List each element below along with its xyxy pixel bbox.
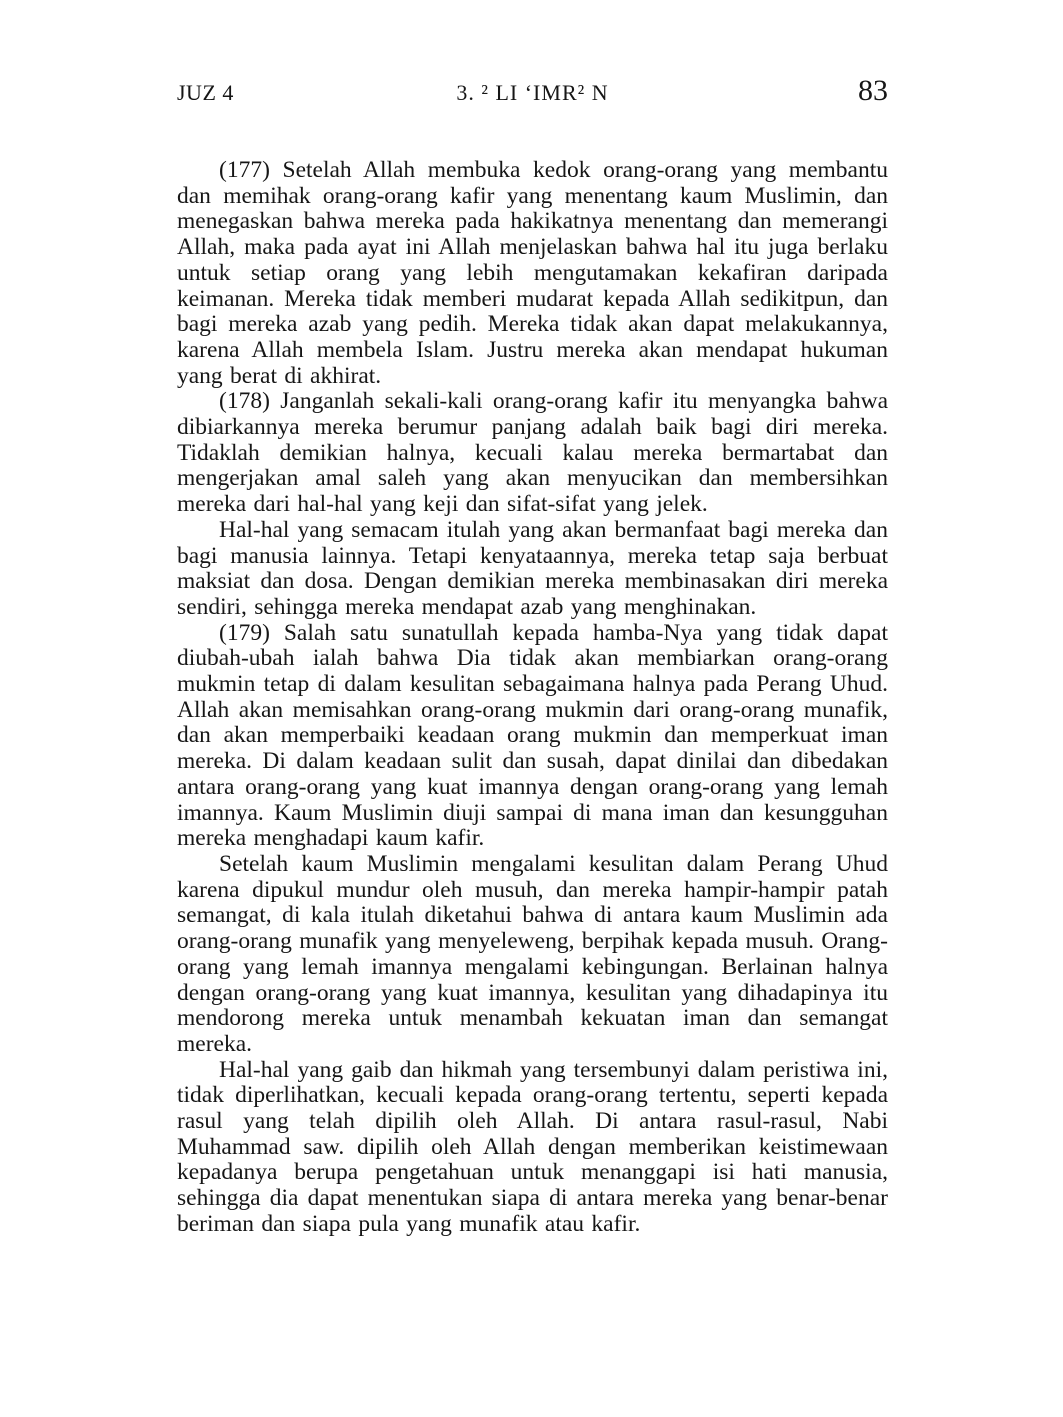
page-number: 83	[858, 74, 888, 107]
juz-label: JUZ 4	[177, 80, 234, 105]
surah-title: 3. ² LI ‘IMR² N	[456, 80, 609, 105]
paragraph-178-continued: Hal-hal yang semacam itulah yang akan bermanfaat bagi mereka dan bagi manusia lainnya. Tetapi kenyataannya, mereka tetap saja berbuat maksiat dan dosa. Dengan demikian mereka membinasakan diri mereka sendiri, sehingga mereka mendapat azab yang menghinakan.	[177, 516, 888, 620]
paragraph-179-closing: Hal-hal yang gaib dan hikmah yang tersembunyi dalam peristiwa ini, tidak diperlihatkan, kecuali kepada orang-orang tertentu, seperti kepada rasul yang telah dipilih oleh Allah. Di antara rasul-rasul, Nabi Muhammad saw. dipilih oleh Allah dengan memberikan keistimewaan kepadanya berupa pengetahuan untuk menanggapi isi hati manusia, sehingga dia dapat menentukan siapa di antara mereka yang benar-benar beriman dan siapa pula yang munafik atau kafir.	[177, 1056, 888, 1237]
paragraph-178: (178) Janganlah sekali-kali orang-orang kafir itu menyangka bahwa dibiarkannya mereka berumur panjang adalah baik bagi diri mereka. Tidaklah demikian halnya, kecuali kalau mereka bermartabat dan mengerjakan amal saleh yang akan menyucikan dan membersihkan mereka dari hal-hal yang keji dan sifat-sifat yang jelek.	[177, 388, 888, 518]
body-text	[177, 158, 888, 1238]
page-header	[177, 76, 888, 108]
paragraph-177: (177) Setelah Allah membuka kedok orang-orang yang membantu dan memihak orang-orang kafir yang menentang kaum Muslimin, dan menegaskan bahwa mereka pada hakikatnya menentang dan memerangi Allah, maka pada ayat ini Allah menjelaskan bahwa hal itu juga berlaku untuk setiap orang yang lebih mengutamakan kekafiran daripada keimanan. Mereka tidak memberi mudarat kepada Allah sedikitpun, dan bagi mereka azab yang pedih. Mereka tidak akan dapat melakukannya, karena Allah membela Islam. Justru mereka akan mendapat hukuman yang berat di akhirat.	[177, 157, 888, 389]
paragraph-179: (179) Salah satu sunatullah kepada hamba-Nya yang tidak dapat diubah-ubah ialah bahwa Dia tidak akan membiarkan orang-orang mukmin tetap di dalam kesulitan sebagaimana halnya pada Perang Uhud. Allah akan memisahkan orang-orang mukmin dari orang-orang munafik, dan akan memperbaiki keadaan orang mukmin dan memperkuat iman mereka. Di dalam keadaan sulit dan susah, dapat dinilai dan dibedakan antara orang-orang yang kuat imannya dengan orang-orang yang lemah imannya. Kaum Muslimin diuji sampai di mana iman dan kesungguhan mereka menghadapi kaum kafir.	[177, 619, 888, 852]
paragraph-179-continued: Setelah kaum Muslimin mengalami kesulitan dalam Perang Uhud karena dipukul mundur oleh musuh, dan mereka hampir-hampir patah semangat, di kala itulah diketahui bahwa di antara kaum Muslimin ada orang-orang munafik yang menyeleweng, berpihak kepada musuh. Orang-orang yang lemah imannya mengalami kebingungan. Berlainan halnya dengan orang-orang yang kuat imannya, kesulitan yang dihadapinya itu mendorong mereka untuk menambah kekuatan iman dan semangat mereka.	[177, 850, 888, 1057]
